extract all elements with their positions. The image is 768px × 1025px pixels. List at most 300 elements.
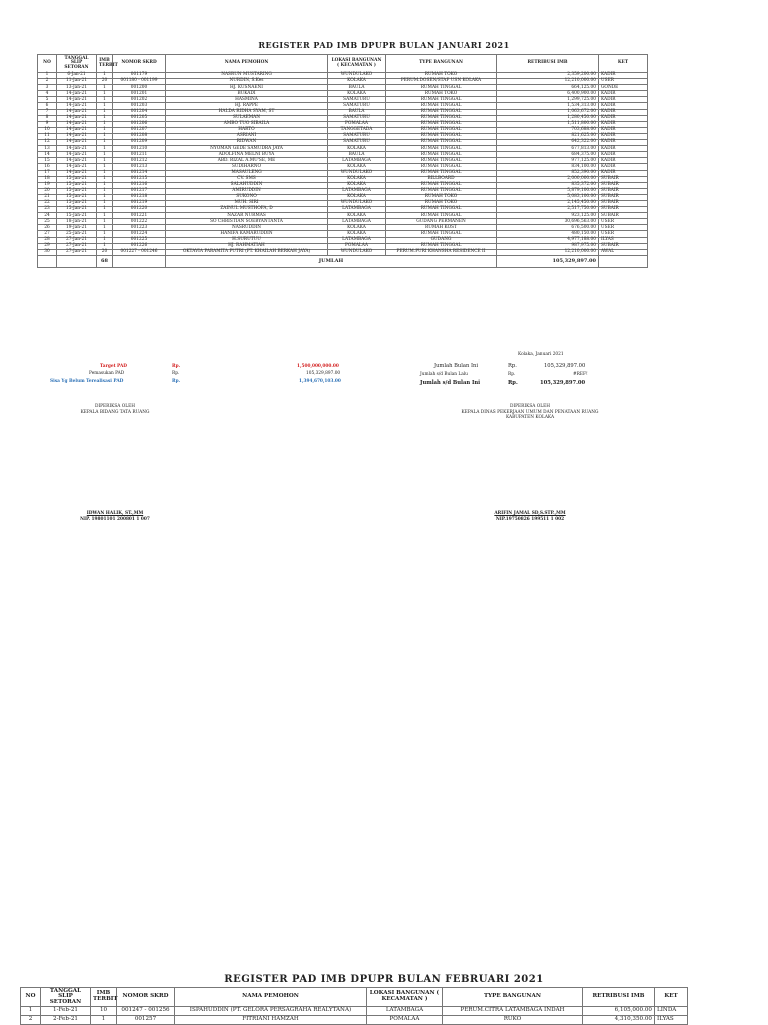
cell-type: RUMAH TINGGAL [386, 109, 497, 115]
cell-ket: SUBAIR [599, 207, 648, 213]
cell-ket: KADIR [599, 133, 648, 139]
cell-location: LATAMBAGA [328, 188, 386, 194]
right-signer [470, 511, 590, 522]
cell-date: 14-Jan-21 [57, 158, 97, 164]
cell-skrd: 001218 [113, 194, 166, 200]
sd-bulan-ini-value: 105,329,897.00 [540, 380, 586, 386]
cell-no: 30 [38, 249, 57, 255]
cell-location: TANGGETADA [328, 127, 386, 133]
cell-skrd: 001247 - 001256 [117, 1007, 175, 1016]
cell-retribution: 6,400,900.00 [497, 91, 599, 97]
col-header-ket: KET [655, 988, 688, 1007]
cell-date: 1-Feb-21 [41, 1007, 91, 1016]
table-header-row [38, 55, 648, 73]
target-pad-currency: Rp. [172, 364, 181, 369]
cell-retribution: 987,975.00 [497, 243, 599, 249]
cell-ket: LINDA [655, 1007, 688, 1016]
cell-date: 6-Jan-21 [57, 73, 97, 79]
cell-ket: SUBAIR [599, 176, 648, 182]
cell-type: RUMAH TINGGAL [386, 182, 497, 188]
place-date: Kolaka, Januari 2021 [518, 352, 564, 357]
left-signer-nip: NIP. 19801101 200801 1 007 [80, 516, 150, 522]
cell-no: 26 [38, 225, 57, 231]
cell-location: BAULA [328, 85, 386, 91]
cell-name: SULAEMAN [166, 115, 328, 121]
cell-name: ABD. RIZAL A.MU'SE, ME [166, 158, 328, 164]
cell-date: 11-Jan-21 [57, 79, 97, 85]
cell-imb: 1 [97, 127, 113, 133]
cell-name: SUDIHARNO [166, 164, 328, 170]
total-imb-count: 68 [97, 255, 113, 267]
sisa-pad-value: 1,394,670,103.00 [299, 379, 341, 384]
cell-ket: KADIR [599, 140, 648, 146]
bulan-ini-currency: Rp. [508, 363, 517, 369]
sisa-pad-currency: Rp. [172, 379, 181, 384]
cell-name: RIDWAN [166, 140, 328, 146]
cell-skrd: 001212 [113, 158, 166, 164]
cell-type: PERUM.PURI KHANSHA RESIDENCE II [386, 249, 497, 255]
cell-ket: KADIR [599, 127, 648, 133]
left-signer [60, 511, 170, 522]
cell-no: 12 [38, 140, 57, 146]
cell-skrd: 001225 [113, 237, 166, 243]
cell-name: AMBO TUO SIBAILA [166, 121, 328, 127]
cell-skrd: 001179 [113, 73, 166, 79]
cell-name: HANIFA KAMARUDDIN [166, 231, 328, 237]
cell-skrd: 001211 [113, 152, 166, 158]
cell-date: 15-Jan-21 [57, 213, 97, 219]
cell-type: RUMAH TINGGAL [386, 243, 497, 249]
cell-skrd: 001206 [113, 121, 166, 127]
cell-type: RUMAH KOST [386, 225, 497, 231]
cell-skrd: 001219 [113, 200, 166, 206]
total-label: JUMLAH [166, 255, 497, 267]
cell-type: RUMAH TOKO [386, 91, 497, 97]
cell-skrd: 001204 [113, 109, 166, 115]
cell-skrd: 001222 [113, 219, 166, 225]
total-cell-no [38, 255, 57, 267]
col-header-name: NAMA PEMOHON [166, 55, 328, 73]
cell-skrd: 001223 [113, 225, 166, 231]
total-row [38, 255, 648, 267]
cell-imb: 1 [97, 146, 113, 152]
bulan-ini-label: Jumlah Bulan Ini [434, 363, 479, 369]
col-header-retribution: RETRIBUSI IMB [583, 988, 655, 1007]
cell-ket: SUBAIR [599, 243, 648, 249]
cell-retribution: 977,125.00 [497, 158, 599, 164]
cell-date: 15-Jan-21 [57, 200, 97, 206]
cell-imb: 1 [97, 152, 113, 158]
cell-imb: 1 [97, 176, 113, 182]
cell-skrd: 001207 [113, 127, 166, 133]
cell-name: FITRIANI HAMZAH [175, 1016, 367, 1025]
cell-name: NASRUDDIN [166, 225, 328, 231]
cell-imb: 1 [97, 194, 113, 200]
cell-ket: AWAL [599, 249, 648, 255]
cell-no: 4 [38, 91, 57, 97]
cell-retribution: 2,000,000.00 [497, 176, 599, 182]
cell-date: 14-Jan-21 [57, 115, 97, 121]
cell-location: LATAMBAGA [328, 207, 386, 213]
cell-name: ISPAHUDDIN (PT. GELORA PERSAGRAHA REALYTANA) [175, 1007, 367, 1016]
cell-location: SAMATURU [328, 97, 386, 103]
cell-ket: GONDE [599, 85, 648, 91]
col-header-date: TANGGAL SLIP SETORAN [57, 55, 97, 73]
col-header-ket: KET [599, 55, 648, 73]
cell-type: RUMAH TINGGAL [386, 152, 497, 158]
cell-no: 5 [38, 97, 57, 103]
cell-date: 15-Jan-21 [57, 182, 97, 188]
cell-ket: USER [599, 79, 648, 85]
cell-type: RUMAH TINGGAL [386, 188, 497, 194]
cell-imb: 1 [97, 133, 113, 139]
col-header-location: LOKASI BANGUNAN ( KECAMATAN ) [367, 988, 443, 1007]
right-sig-line3: KABUPATEN KOLAKA [505, 415, 555, 421]
cell-no: 23 [38, 207, 57, 213]
cell-name: ZAINUL MUSTHOFA, D [166, 207, 328, 213]
cell-location: LATAMBAGA [328, 219, 386, 225]
cell-ket: KADIR [599, 115, 648, 121]
cell-name: MASAULENG [166, 170, 328, 176]
cell-retribution: 2,517,750.00 [497, 207, 599, 213]
cell-skrd: 001226 [113, 243, 166, 249]
total-retribution: 105,329,897.00 [497, 255, 599, 267]
cell-location: KOLAKA [328, 164, 386, 170]
cell-no: 29 [38, 243, 57, 249]
cell-location: KOLAKA [328, 225, 386, 231]
cell-no: 14 [38, 152, 57, 158]
cell-location: KOLAKA [328, 182, 386, 188]
cell-ket: KADIR [599, 97, 648, 103]
cell-ket: KADIR [599, 152, 648, 158]
right-signer-nip: NIP.19750826 199511 1 002 [495, 516, 565, 522]
col-header-no: NO [38, 55, 57, 73]
january-register-title: REGISTER PAD IMB DPUPR BULAN JANUARI 2021 [258, 40, 510, 50]
cell-type: PERUM.DOSEN/STAF USN KOLAKA [386, 79, 497, 85]
cell-retribution: 821,625.00 [497, 133, 599, 139]
cell-date: 14-Jan-21 [57, 91, 97, 97]
january-register-table [37, 54, 648, 268]
cell-imb: 1 [97, 170, 113, 176]
cell-retribution: 1,511,800.00 [497, 121, 599, 127]
cell-date: 19-Jan-21 [57, 225, 97, 231]
cell-imb: 1 [97, 231, 113, 237]
cell-skrd: 001209 [113, 140, 166, 146]
cell-name: SO CHRISTIAN SOEBYANTANTA [166, 219, 328, 225]
cell-location: LATAMBAGA [367, 1007, 443, 1016]
cell-date: 14-Jan-21 [57, 109, 97, 115]
cell-retribution: 923,125.00 [497, 213, 599, 219]
cell-location: POMALAA [328, 121, 386, 127]
cell-retribution: 6,105,000.00 [583, 1007, 655, 1016]
cell-name: SALAHUDDIN [166, 182, 328, 188]
left-signer-name: IDWAN HALIK, ST.,MM [86, 511, 144, 516]
cell-date: 14-Jan-21 [57, 164, 97, 170]
cell-skrd: 001180 - 001199 [113, 79, 166, 85]
target-pad-label: Target PAD [100, 364, 128, 369]
cell-location: BAULA [328, 152, 386, 158]
cell-date: 15-Jan-21 [57, 207, 97, 213]
cell-location: WUNDULAKO [328, 200, 386, 206]
col-header-location: LOKASI BANGUNAN ( KECAMATAN ) [328, 55, 386, 73]
cell-imb: 1 [97, 103, 113, 109]
cell-name: ADOLFINA MELNI BUYA [166, 152, 328, 158]
cell-skrd: 001208 [113, 133, 166, 139]
cell-skrd: 001217 [113, 188, 166, 194]
cell-skrd: 001202 [113, 97, 166, 103]
cell-type: RUMAH TINGGAL [386, 115, 497, 121]
cell-imb: 10 [91, 1007, 117, 1016]
cell-retribution: 703,688.00 [497, 127, 599, 133]
pemasukan-pad-value: 105,329,897.00 [306, 371, 341, 376]
cell-ket: SUBAIR [599, 188, 648, 194]
cell-date: 14-Jan-21 [57, 127, 97, 133]
cell-retribution: 677,813.00 [497, 146, 599, 152]
col-header-imb: IMB TERBIT [91, 988, 117, 1007]
cell-no: 9 [38, 121, 57, 127]
col-header-no: NO [21, 988, 41, 1007]
cell-retribution: 676,500.00 [497, 225, 599, 231]
cell-ket: KADIR [599, 73, 648, 79]
cell-name: MUH. SIRI [166, 200, 328, 206]
cell-imb: 1 [97, 140, 113, 146]
cell-type: GUDANG [386, 237, 497, 243]
cell-no: 2 [38, 79, 57, 85]
cell-skrd: 001205 [113, 115, 166, 121]
cell-location: WUNDULAKO [328, 170, 386, 176]
col-header-date: TANGGAL SLIP SETORAN [41, 988, 91, 1007]
right-signature-block [440, 404, 620, 421]
cell-retribution: 1,534,313.00 [497, 103, 599, 109]
cell-type: RUMAH TINGGAL [386, 164, 497, 170]
sd-bulan-ini-currency: Rp. [508, 380, 518, 386]
cell-skrd: 001216 [113, 182, 166, 188]
cell-ket: KADIR [599, 121, 648, 127]
cell-date: 15-Jan-21 [57, 176, 97, 182]
cell-retribution: 1,063,672.00 [497, 109, 599, 115]
table-row [21, 1016, 688, 1025]
cell-location: WUNDULAKO [328, 249, 386, 255]
cell-imb: 1 [97, 121, 113, 127]
cell-imb: 20 [97, 79, 113, 85]
cell-type: RUMAH TINGGAL [386, 133, 497, 139]
total-cell-skrd [113, 255, 166, 267]
bulan-ini-value: 105,329,897.00 [544, 363, 586, 369]
cell-imb: 1 [97, 97, 113, 103]
cell-no: 21 [38, 194, 57, 200]
col-header-name: NAMA PEMOHON [175, 988, 367, 1007]
cell-retribution: 664,125.00 [497, 85, 599, 91]
cell-no: 20 [38, 188, 57, 194]
cell-ket: SUBAIR [599, 200, 648, 206]
cell-location: WUNDULAKO [328, 73, 386, 79]
cell-imb: 1 [97, 73, 113, 79]
cell-imb: 1 [97, 158, 113, 164]
cell-no: 28 [38, 237, 57, 243]
cell-skrd: 001200 [113, 85, 166, 91]
cell-name: NASRUN MUSTARING [166, 73, 328, 79]
cell-date: 13-Jan-21 [57, 85, 97, 91]
cell-skrd: 001257 [117, 1016, 175, 1025]
col-header-skrd: NOMOR SKRD [113, 55, 166, 73]
cell-type: RUMAH TINGGAL [386, 158, 497, 164]
cell-skrd: 001215 [113, 176, 166, 182]
cell-retribution: 12,210,000.00 [497, 249, 599, 255]
col-header-skrd: NOMOR SKRD [117, 988, 175, 1007]
cell-retribution: 2,145,450.00 [497, 200, 599, 206]
left-signature-block [60, 404, 170, 415]
cell-imb: 1 [97, 237, 113, 243]
cell-location: BAULA [328, 109, 386, 115]
total-cell-ket [599, 255, 648, 267]
cell-name: NURDIN, S.Kes [166, 79, 328, 85]
cell-skrd: 001210 [113, 146, 166, 152]
cell-skrd: 001221 [113, 213, 166, 219]
cell-imb: 1 [97, 115, 113, 121]
cell-type: RUMAH TINGGAL [386, 103, 497, 109]
cell-type: RUMAH TINGGAL [386, 97, 497, 103]
cell-skrd: 001220 [113, 207, 166, 213]
cell-imb: 1 [97, 207, 113, 213]
cell-type: GUDANG PERMANEN [386, 219, 497, 225]
cell-no: 27 [38, 231, 57, 237]
january-table-body [38, 73, 648, 256]
cell-type: RUMAH TINGGAL [386, 170, 497, 176]
cell-type: RUMAH TINGGAL [386, 85, 497, 91]
cell-type: RUMAH TINGGAL [386, 207, 497, 213]
pemasukan-pad-currency: Rp. [172, 371, 180, 376]
cell-ket: USER [599, 231, 648, 237]
cell-type: RUMAH TINGGAL [386, 231, 497, 237]
february-table-body [21, 1007, 688, 1025]
cell-retribution: 5,083,100.00 [497, 194, 599, 200]
cell-no: 1 [38, 73, 57, 79]
cell-imb: 1 [97, 85, 113, 91]
cell-date: 14-Jan-21 [57, 140, 97, 146]
cell-skrd: 001224 [113, 231, 166, 237]
cell-retribution: 480,150.00 [497, 231, 599, 237]
cell-imb: 1 [97, 243, 113, 249]
sisa-pad-label: Sisa Yg Belum Terealisasi PAD [50, 379, 124, 384]
cell-type: RUMAH TOKO [386, 194, 497, 200]
cell-retribution: 1,280,450.00 [497, 115, 599, 121]
col-header-retribution: RETRIBUSI IMB [497, 55, 599, 73]
cell-ket: USER [599, 225, 648, 231]
cell-type: PERUM.CITRA LATAMBAGA INDAH [443, 1007, 583, 1016]
cell-imb: 1 [97, 109, 113, 115]
cell-imb: 1 [91, 1016, 117, 1025]
cell-no: 19 [38, 182, 57, 188]
cell-ket: KADIR [599, 158, 648, 164]
cell-name: HASMINA [166, 97, 328, 103]
cell-date: 15-Jan-21 [57, 194, 97, 200]
cell-retribution: 1,299,725.00 [497, 97, 599, 103]
cell-no: 18 [38, 176, 57, 182]
cell-imb: 20 [97, 249, 113, 255]
cell-date: 14-Jan-21 [57, 121, 97, 127]
cell-name: BUKADI [166, 91, 328, 97]
cell-no: 17 [38, 170, 57, 176]
table-header-row [21, 988, 688, 1007]
cell-type: BILLBOARD [386, 176, 497, 182]
table-row [21, 1007, 688, 1016]
cell-type: RUMAH TINGGAL [386, 121, 497, 127]
left-sig-line2: KEPALA BIDANG TATA RUANG [80, 409, 150, 415]
pemasukan-pad-label: Pemasukan PAD [89, 371, 125, 376]
cell-imb: 1 [97, 91, 113, 97]
cell-date: 27-Jan-21 [57, 237, 97, 243]
february-register-title: REGISTER PAD IMB DPUPR BULAN FEBRUARI 2021 [224, 974, 544, 985]
target-pad-value: 1,500,000,000.00 [297, 364, 339, 369]
cell-no: 10 [38, 127, 57, 133]
cell-name: HALDA RIDHA SYAM, ST [166, 109, 328, 115]
cell-name: NYOMAN GEDE SAMUDRA JAYA [166, 146, 328, 152]
cell-date: 14-Jan-21 [57, 133, 97, 139]
cell-location: POMALAA [367, 1016, 443, 1025]
cell-imb: 1 [97, 182, 113, 188]
right-sig-line1: DIPERIKSA OLEH [510, 404, 550, 409]
bulan-lalu-label: Jumlah s/d Bulan Lalu [420, 372, 468, 377]
cell-type: RUMAH TOKO [386, 200, 497, 206]
cell-no: 16 [38, 164, 57, 170]
cell-name: HARTO [166, 127, 328, 133]
cell-name: HJ. RAPPE [166, 103, 328, 109]
cell-retribution: 2,359,200.00 [497, 73, 599, 79]
cell-location: KOLAKA [328, 231, 386, 237]
cell-date: 25-Jan-21 [57, 231, 97, 237]
cell-name: ASRIANI [166, 133, 328, 139]
cell-imb: 1 [97, 188, 113, 194]
cell-no: 6 [38, 103, 57, 109]
cell-date: 14-Jan-21 [57, 146, 97, 152]
cell-date: 14-Jan-21 [57, 97, 97, 103]
cell-ket: KADIR [599, 91, 648, 97]
cell-location: SAMATURU [328, 140, 386, 146]
cell-date: 14-Jan-21 [57, 103, 97, 109]
cell-no: 11 [38, 133, 57, 139]
cell-imb: 1 [97, 164, 113, 170]
col-header-imb: IMB TERBIT [97, 55, 113, 73]
cell-type: RUMAH TOKO [386, 73, 497, 79]
cell-retribution: 30,696,563.00 [497, 219, 599, 225]
cell-ket: ILYAS [655, 1016, 688, 1025]
cell-imb: 1 [97, 213, 113, 219]
cell-skrd: 001214 [113, 170, 166, 176]
cell-no: 1 [21, 1007, 41, 1016]
cell-ket: KADIR [599, 103, 648, 109]
cell-imb: 1 [97, 200, 113, 206]
cell-type: RUKO [443, 1016, 583, 1025]
cell-name: HJ. RAHMATIAH [166, 243, 328, 249]
cell-ket: SUBAIR [599, 194, 648, 200]
cell-imb: 1 [97, 225, 113, 231]
cell-retribution: 4,310,350.00 [583, 1016, 655, 1025]
cell-retribution: 684,375.00 [497, 152, 599, 158]
right-signer-name: ARIFIN JAMAL SD,S.STP.,MM [494, 511, 566, 516]
cell-ket: KADIR [599, 109, 648, 115]
cell-type: RUMAH TINGGAL [386, 146, 497, 152]
cell-type: RUMAH TINGGAL [386, 213, 497, 219]
cell-retribution: 835,372.00 [497, 182, 599, 188]
cell-no: 13 [38, 146, 57, 152]
cell-ket: USER [599, 219, 648, 225]
cell-retribution: 852,390.00 [497, 170, 599, 176]
cell-location: KOLAKA [328, 176, 386, 182]
cell-no: 2 [21, 1016, 41, 1025]
right-sig-line2: KEPALA DINAS PEKERJAAN UMUM DAN PENATAAN RUANG [461, 409, 599, 415]
cell-name: OKTAVIA PARAMITA PUTRI (PT. KHAILAH BERKAH JAYA) [166, 249, 328, 255]
cell-ket: ILYAS [599, 237, 648, 243]
